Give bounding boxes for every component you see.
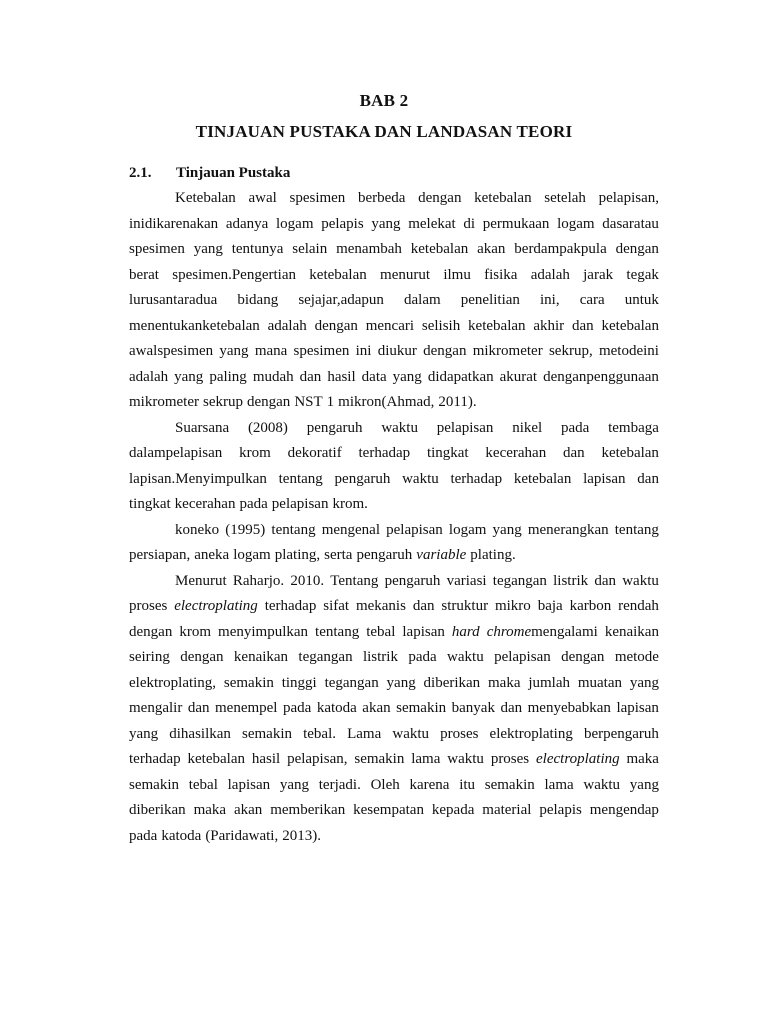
paragraph-line: mengalir dan menempel pada katoda akan semakin banyak dan menyebabkan lapisan	[129, 700, 659, 716]
paragraph-line: spesimen yang tentunya selain menambah ketebalan akan berdampakpula dengan	[129, 241, 659, 257]
paragraph-line: pada katoda (Paridawati, 2013).	[129, 827, 321, 844]
paragraph-line: dengan krom menyimpulkan tentang tebal lapisan hard chromemengalami kenaikan	[129, 623, 659, 640]
paragraph-line: lapisan.Menyimpulkan tentang pengaruh waktu terhadap ketebalan lapisan dan	[129, 470, 659, 487]
paragraph	[129, 518, 659, 569]
paragraph-line: Menurut Raharjo. 2010. Tentang pengaruh variasi tegangan listrik dan waktu	[175, 572, 659, 589]
paragraph-line: Suarsana (2008) pengaruh waktu pelapisan nikel pada tembaga	[175, 419, 659, 436]
section-number: 2.1.	[129, 165, 152, 181]
paragraph-line: semakin tebal lapisan yang terjadi. Oleh karena itu semakin lama waktu yang	[129, 776, 659, 793]
paragraph	[129, 416, 659, 518]
section-heading	[129, 163, 290, 183]
section-title: Tinjauan Pustaka	[176, 165, 291, 181]
body-text	[129, 186, 659, 849]
paragraph-line: koneko (1995) tentang mengenal pelapisan logam yang menerangkan tentang	[175, 521, 659, 538]
paragraph-line: mikrometer sekrup dengan NST 1 mikron(Ahmad, 2011).	[129, 394, 477, 410]
paragraph-line: terhadap ketebalan hasil pelapisan, semakin lama waktu proses electroplating maka	[129, 751, 659, 767]
chapter-title: TINJAUAN PUSTAKA DAN LANDASAN TEORI	[195, 122, 573, 141]
paragraph-line: persiapan, aneka logam plating, serta pengaruh variable plating.	[129, 547, 516, 563]
paragraph-line: lurusantaradua bidang sejajar,adapun dalam penelitian ini, cara untuk	[129, 292, 659, 308]
paragraph-line: elektroplating, semakin tinggi tegangan yang diberikan maka jumlah muatan yang	[129, 674, 659, 691]
paragraph-line: proses electroplating terhadap sifat mekanis dan struktur mikro baja karbon rendah	[129, 598, 659, 614]
paragraph-line: Ketebalan awal spesimen berbeda dengan ketebalan setelah pelapisan,	[175, 190, 659, 206]
paragraph-line: tingkat kecerahan pada pelapisan krom.	[129, 496, 368, 512]
paragraph	[129, 186, 659, 416]
paragraph-line: seiring dengan kenaikan tegangan listrik pada waktu pelapisan dengan metode	[129, 649, 659, 665]
chapter-number: BAB 2	[359, 91, 409, 110]
paragraph-line: awalspesimen yang mana spesimen ini diukur dengan mikrometer sekrup, metodeini	[129, 343, 659, 359]
paragraph-line: adalah yang paling mudah dan hasil data yang didapatkan akurat denganpenggunaan	[129, 368, 659, 385]
paragraph-line: dalampelapisan krom dekoratif terhadap tingkat kecerahan dan ketebalan	[129, 445, 659, 461]
paragraph-line: menentukanketebalan adalah dengan mencari selisih ketebalan akhir dan ketebalan	[129, 317, 659, 334]
paragraph-line: yang dihasilkan semakin tebal. Lama waktu proses elektroplating berpengaruh	[129, 725, 659, 742]
paragraph	[129, 569, 659, 850]
paragraph-line: berat spesimen.Pengertian ketebalan menurut ilmu fisika adalah jarak tegak	[129, 266, 659, 283]
paragraph-line: diberikan maka akan memberikan kesempatan kepada material pelapis mengendap	[129, 802, 659, 818]
paragraph-line: inidikarenakan adanya logam pelapis yang melekat di permukaan logam dasaratau	[129, 215, 659, 232]
